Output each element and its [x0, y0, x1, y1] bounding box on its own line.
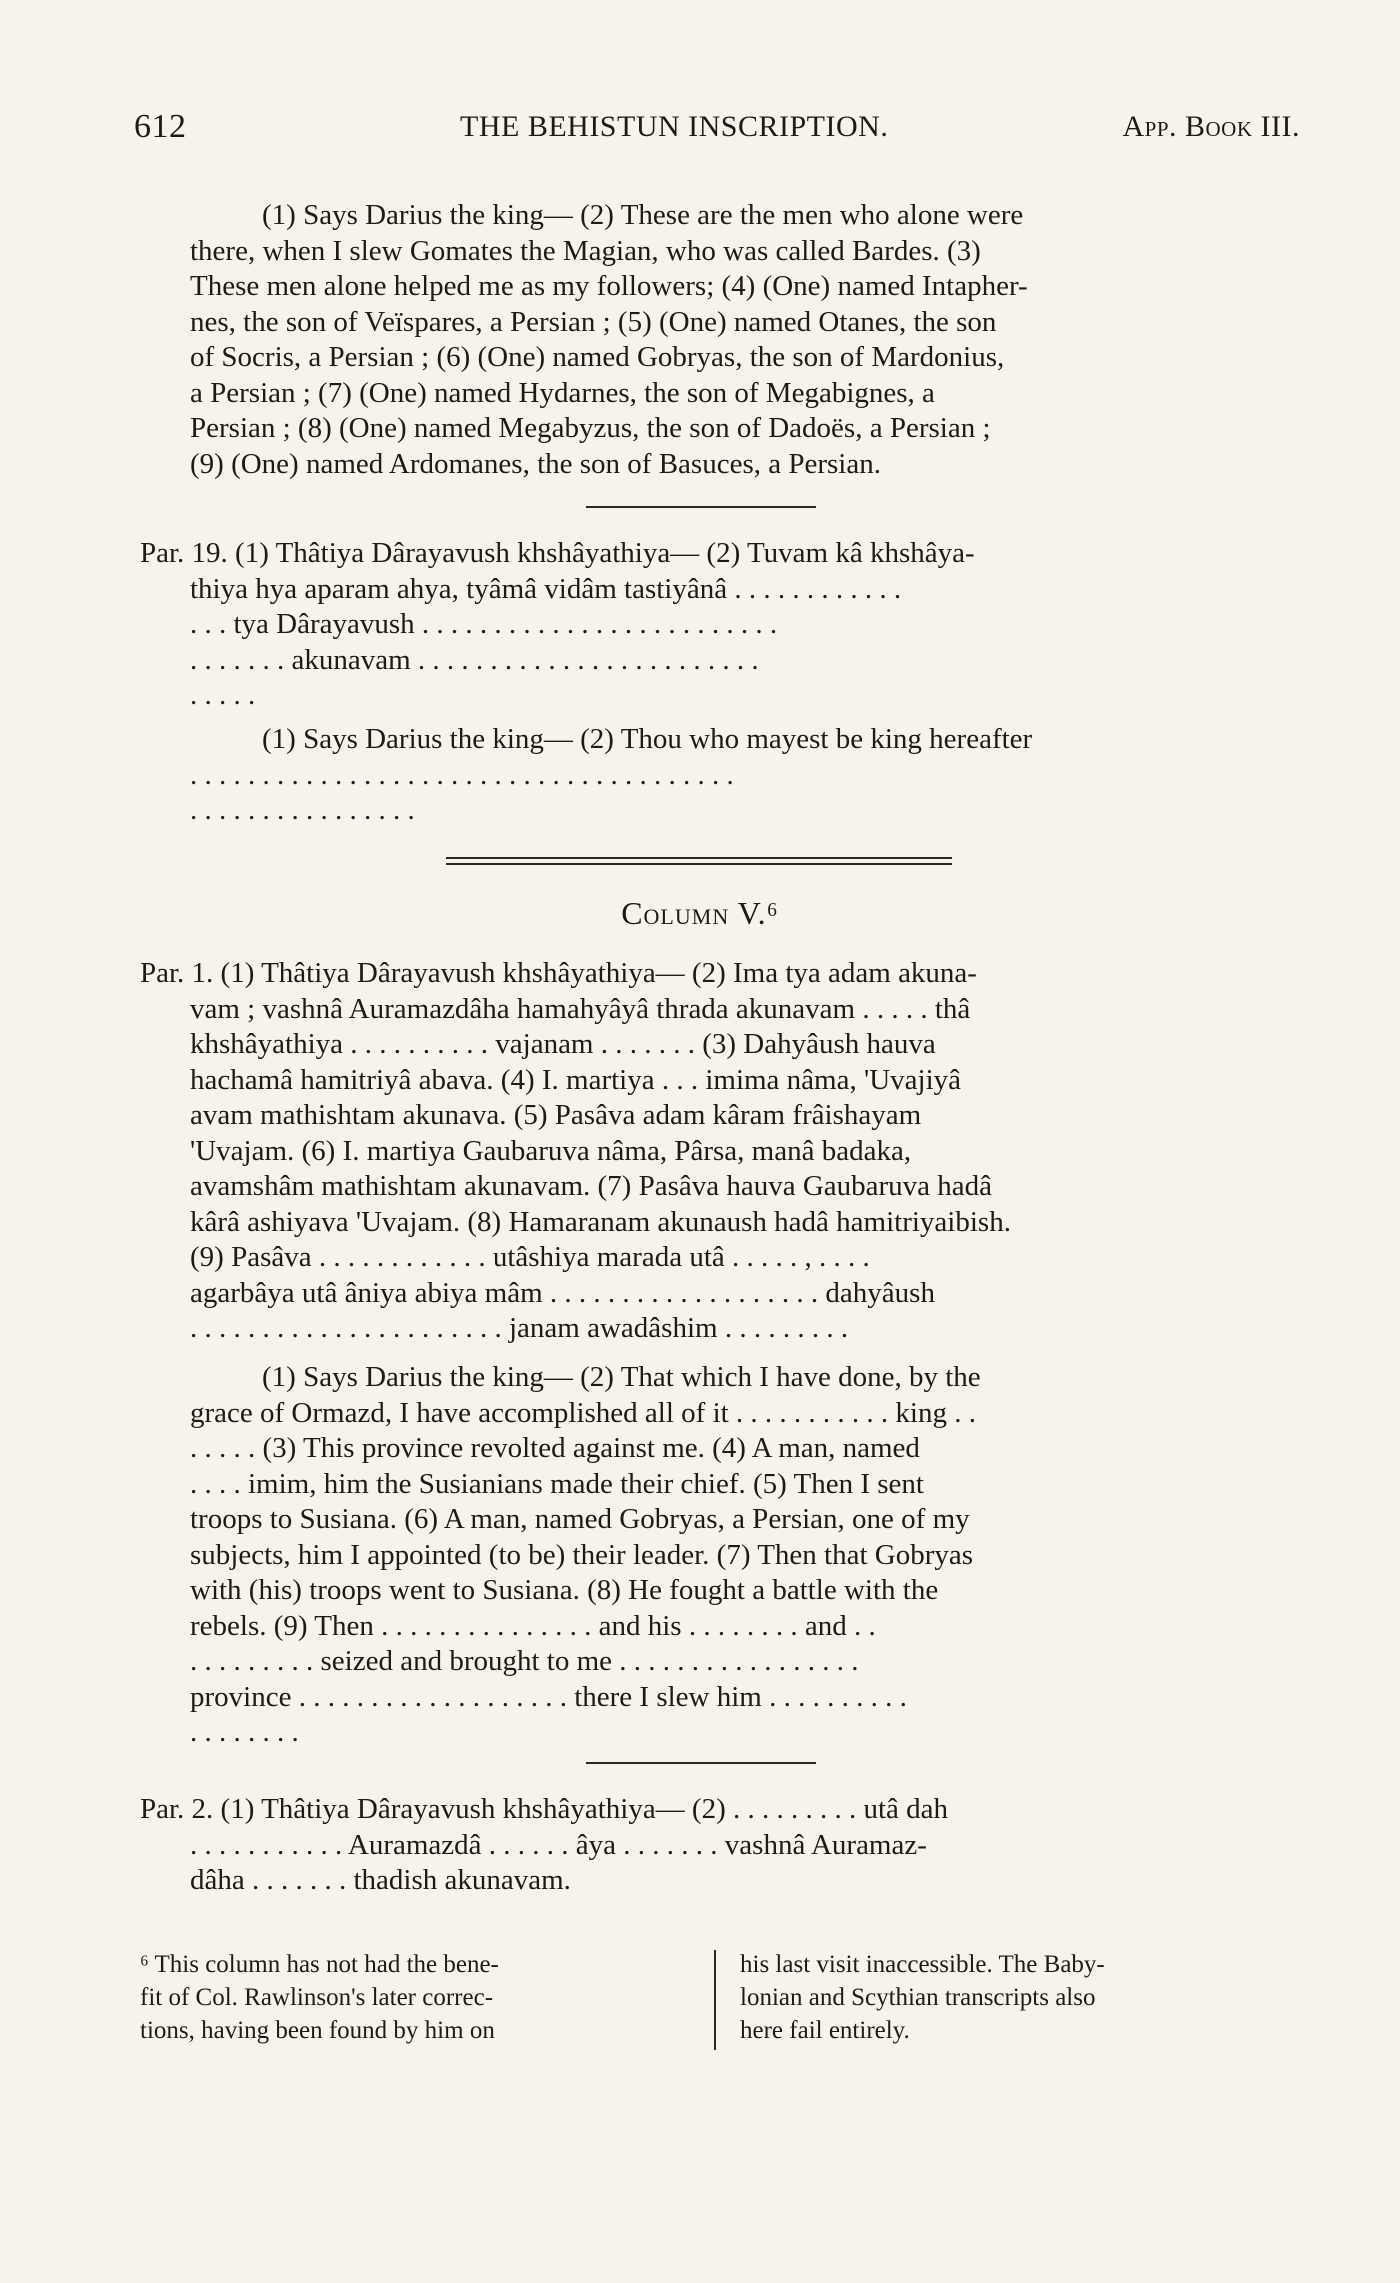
text-line: thiya hya aparam ahya, tyâmâ vidâm tastiyânâ . . . . . . . . . . . . — [190, 572, 902, 605]
par19-translation — [190, 722, 1290, 829]
text-line: . . . . . . . . — [190, 1716, 299, 1748]
text-line: of Socris, a Persian ; (6) (One) named Gobryas, the son of Mardonius, — [190, 341, 1005, 373]
text-line: hachamâ hamitriyâ abava. (4) I. martiya . . . imima nâma, 'Uvajiyâ — [190, 1063, 962, 1096]
running-header — [134, 108, 1300, 154]
text-line: subjects, him I appointed (to be) their leader. (7) Then that Gobryas — [190, 1538, 974, 1571]
par19-original — [140, 536, 1290, 714]
text-line: . . . . . . . . . . . . . . . . . . . . . . janam awadâshim . . . . . . . . . — [190, 1312, 849, 1344]
text-line: . . . tya Dârayavush . . . . . . . . . . . . . . . . . . . . . . . . . — [190, 608, 778, 640]
text-line: . . . . . — [190, 679, 256, 711]
text-line: avam mathishtam akunava. (5) Pasâva adam kâram frâishayam — [190, 1099, 922, 1131]
text-line: These men alone helped me as my followers; (4) (One) named Intapher- — [190, 270, 1028, 302]
footnote-left — [140, 1948, 700, 2047]
text-line: with (his) troops went to Susiana. (8) He fought a battle with the — [190, 1574, 939, 1606]
footnote-column-divider — [714, 1950, 716, 2050]
text-line: Persian ; (8) (One) named Megabyzus, the son of Dadoës, a Persian ; — [190, 412, 991, 444]
text-line: rebels. (9) Then . . . . . . . . . . . . . . . and his . . . . . . . . and . . — [190, 1609, 876, 1642]
text-line: (1) Says Darius the king— (2) These are the men who alone were — [262, 199, 1024, 231]
running-title: THE BEHISTUN INSCRIPTION. — [460, 110, 889, 143]
text-line: kârâ ashiyava 'Uvajam. (8) Hamaranam akunaush hadâ hamitriyaibish. — [190, 1205, 1011, 1238]
footnote-right — [740, 1948, 1300, 2047]
intro-paragraph — [190, 198, 1290, 482]
text-line: vam ; vashnâ Auramazdâha hamahyâyâ thrada akunavam . . . . . thâ — [190, 992, 971, 1025]
footnote-line: tions, having been found by him on — [140, 2017, 495, 2044]
text-line: (1) Says Darius the king— (2) That which I have done, by the — [262, 1361, 981, 1393]
text-line: Par. 19. (1) Thâtiya Dârayavush khshâyathiya— (2) Tuvam kâ khshâya- — [140, 537, 975, 569]
footnote-line: fit of Col. Rawlinson's later correc- — [140, 1984, 494, 2011]
text-line: dâha . . . . . . . thadish akunavam. — [190, 1864, 571, 1896]
text-line: khshâyathiya . . . . . . . . . . vajanam . . . . . . . (3) Dahyâush hauva — [190, 1028, 936, 1060]
footnote-line: lonian and Scythian transcripts also — [740, 1984, 1096, 2011]
text-line: . . . . . . . . . . . Auramazdâ . . . . . . âya . . . . . . . vashnâ Auramaz- — [190, 1828, 927, 1861]
par1-original — [140, 956, 1290, 1347]
text-line: . . . . . . . akunavam . . . . . . . . . . . . . . . . . . . . . . . . — [190, 643, 759, 676]
par2-original — [140, 1792, 1290, 1899]
text-line: 'Uvajam. (6) I. martiya Gaubaruva nâma, Pârsa, manâ badaka, — [190, 1134, 912, 1167]
double-rule-top — [446, 857, 952, 859]
text-line: a Persian ; (7) (One) named Hydarnes, the son of Megabignes, a — [190, 376, 935, 409]
text-line: Par. 1. (1) Thâtiya Dârayavush khshâyathiya— (2) Ima tya adam akuna- — [140, 957, 977, 989]
section-divider — [586, 1762, 816, 1764]
text-line: (1) Says Darius the king— (2) Thou who mayest be king hereafter — [262, 723, 1033, 755]
footnote-line: ⁶ This column has not had the bene- — [140, 1951, 499, 1978]
par1-translation — [190, 1360, 1290, 1751]
text-line: province . . . . . . . . . . . . . . . . . . . there I slew him . . . . . . . . . . — [190, 1680, 907, 1713]
text-line: nes, the son of Veïspares, a Persian ; (5) (One) named Otanes, the son — [190, 305, 997, 338]
text-line: . . . . . . . . . seized and brought to me . . . . . . . . . . . . . . . . . — [190, 1645, 859, 1677]
text-line: . . . . imim, him the Susianians made their chief. (5) Then I sent — [190, 1467, 924, 1500]
text-line: Par. 2. (1) Thâtiya Dârayavush khshâyathiya— (2) . . . . . . . . . utâ dah — [140, 1793, 949, 1825]
text-line: . . . . . (3) This province revolted against me. (4) A man, named — [190, 1432, 920, 1464]
footnote-line: his last visit inaccessible. The Baby- — [740, 1951, 1105, 1978]
text-line: troops to Susiana. (6) A man, named Gobryas, a Persian, one of my — [190, 1503, 970, 1535]
text-line: grace of Ormazd, I have accomplished all of it . . . . . . . . . . . king . . — [190, 1396, 976, 1429]
text-line: (9) Pasâva . . . . . . . . . . . . utâshiya marada utâ . . . . . , . . . . — [190, 1241, 870, 1273]
text-line: there, when I slew Gomates the Magian, who was called Bardes. (3) — [190, 234, 981, 267]
page-number: 612 — [134, 108, 187, 145]
text-line: . . . . . . . . . . . . . . . . . . . . . . . . . . . . . . . . . . . . . . — [190, 758, 734, 791]
double-rule-bottom — [446, 863, 952, 865]
text-line: . . . . . . . . . . . . . . . . — [190, 794, 415, 826]
text-line: (9) (One) named Ardomanes, the son of Basuces, a Persian. — [190, 447, 881, 480]
text-line: avamshâm mathishtam akunavam. (7) Pasâva hauva Gaubaruva hadâ — [190, 1170, 993, 1202]
column-heading: Column V.⁶ — [621, 895, 779, 931]
book-reference: App. Book III. — [1122, 110, 1300, 143]
text-line: agarbâya utâ âniya abiya mâm . . . . . . . . . . . . . . . . . . . dahyâush — [190, 1276, 935, 1309]
section-divider — [586, 506, 816, 508]
footnote-line: here fail entirely. — [740, 2017, 910, 2044]
